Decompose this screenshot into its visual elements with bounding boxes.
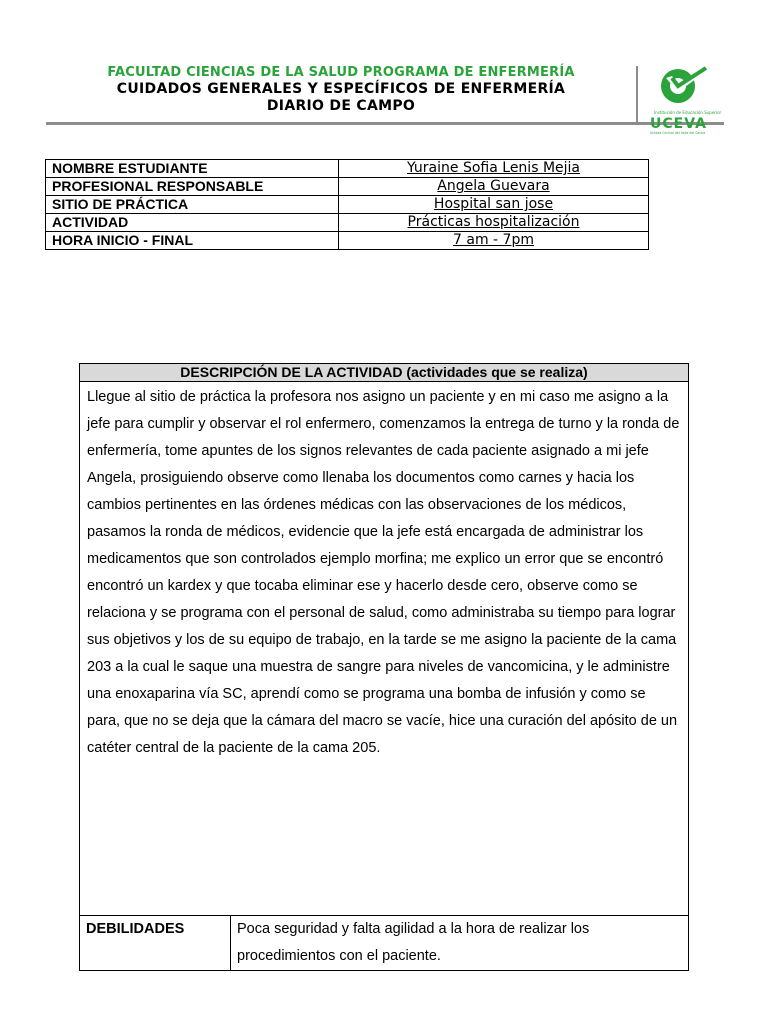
info-value: 7 am - 7pm: [339, 232, 649, 250]
weaknesses-text: Poca seguridad y falta agilidad a la hora de realizar los procedimientos con el paciente.: [231, 916, 689, 971]
weaknesses-label: DEBILIDADES: [80, 916, 231, 971]
header-rule: [46, 122, 724, 125]
info-value: Prácticas hospitalización: [339, 214, 649, 232]
document-type: DIARIO DE CAMPO: [266, 98, 416, 114]
info-label: HORA INICIO - FINAL: [46, 232, 339, 250]
logo-subtitle-bottom: Unidad Central del Valle del Cauca: [650, 131, 706, 135]
info-label: NOMBRE ESTUDIANTE: [46, 160, 339, 178]
table-row: [80, 916, 689, 971]
student-info-table: [45, 159, 649, 250]
document-header: [46, 64, 636, 115]
logo-subtitle-top: Institución de Educación Superior: [654, 110, 722, 115]
table-row: [46, 160, 649, 178]
info-value: Yuraine Sofia Lenis Mejia: [339, 160, 649, 178]
info-label: PROFESIONAL RESPONSABLE: [46, 178, 339, 196]
table-row: [46, 214, 649, 232]
table-row: [46, 178, 649, 196]
info-value: Angela Guevara: [339, 178, 649, 196]
info-value: Hospital san jose: [339, 196, 649, 214]
activity-description-title: DESCRIPCIÓN DE LA ACTIVIDAD (actividades que se realiza): [80, 364, 688, 382]
activity-description-box: [79, 363, 689, 916]
table-row: [46, 196, 649, 214]
info-label: ACTIVIDAD: [46, 214, 339, 232]
logo-wordmark: UCEVA: [650, 116, 707, 132]
weaknesses-table: [79, 915, 689, 971]
activity-description-text: Llegue al sitio de práctica la profesora nos asigno un paciente y en mi caso me asigno a la jefe para cumplir y observar el rol enfermero, comenzamos la entrega de turno y la ronda de enfermería, tome apuntes de los signos relevantes de cada paciente asignado a mi jefe Angela, prosiguiendo observe como llenaba los documentos como carnes y hacia los cambios pertinentes en las órdenes médicas con las observaciones de los médicos, pasamos la ronda de médicos, evidencie que la jefe está encargada de administrar los medicamentos que son controlados ejemplo morfina; me explico un error que se encontró encontró un kardex y que tocaba eliminar ese y hacerlo desde cero, observe como se relaciona y se programa con el personal de salud, como administraba su tiempo para lograr sus objetivos y los de su equipo de trabajo, en la tarde se me asigno la paciente de la cama 203 a la cual le saque una muestra de sangre para niveles de vancomicina, y le administre una enoxaparina vía SC, aprendí como se programa una bomba de infusión y como se para, que no se deja que la cámara del macro se vacíe, hice una curación del apósito de un catéter central de la paciente de la cama 205.: [87, 389, 680, 756]
header-divider: [636, 66, 638, 124]
uceva-logo: [646, 64, 726, 136]
info-label: SITIO DE PRÁCTICA: [46, 196, 339, 214]
subject-title: CUIDADOS GENERALES Y ESPECÍFICOS DE ENFERMERÍA: [116, 81, 566, 97]
faculty-title: FACULTAD CIENCIAS DE LA SALUD PROGRAMA DE ENFERMERÍA: [107, 65, 575, 80]
table-row: [46, 232, 649, 250]
